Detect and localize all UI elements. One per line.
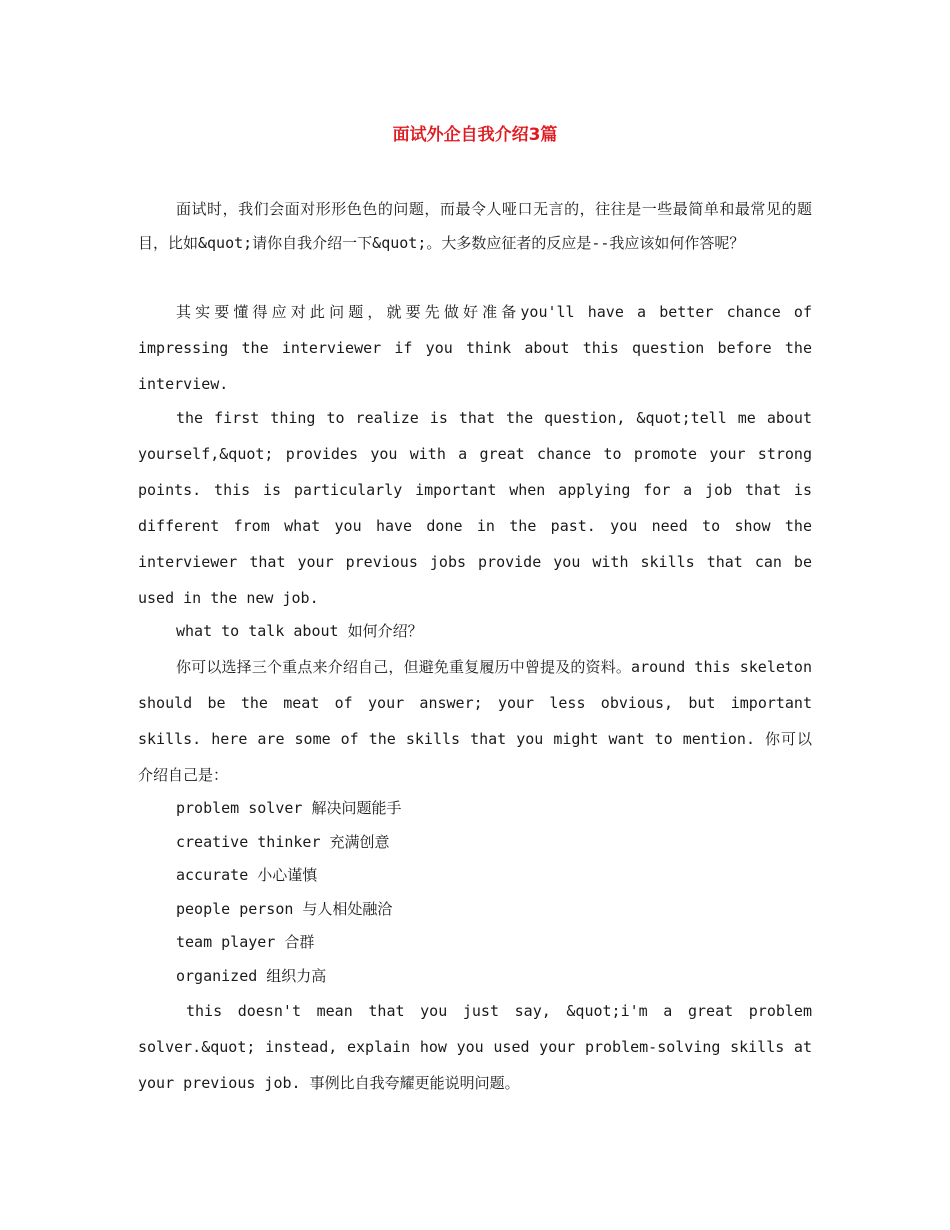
paragraph-skeleton: 你可以选择三个重点来介绍自己，但避免重复履历中曾提及的资料。around this skeleton should be the meat of your answer; your less obvious, but important skills. here are some of the skills that you might want to mention. 你可以介绍自己是：	[138, 658, 812, 784]
document-title: 面试外企自我介绍3篇	[392, 125, 558, 145]
skill-item: organized 组织力高	[176, 966, 327, 985]
skills-list	[138, 792, 812, 993]
paragraph-closing: this doesn't mean that you just say, &quot;i'm a great problem solver.&quot; instead, explain how you used your problem-solving skills at your previous job. 事例比自我夸耀更能说明问题。	[138, 1002, 812, 1092]
paragraph-intro: 面试时，我们会面对形形色色的问题，而最令人哑口无言的，往往是一些最简单和最常见的题目，比如&quot;请你自我介绍一下&quot;。大多数应征者的反应是--我应该如何作答呢？	[138, 200, 812, 252]
skill-item: creative thinker 充满创意	[176, 832, 390, 851]
skill-item: people person 与人相处融洽	[176, 899, 393, 918]
skill-item: accurate 小心谨慎	[176, 866, 318, 884]
paragraph-strong-points: the first thing to realize is that the question, &quot;tell me about yourself,&quot; provides you with a great chance to promote your strong points. this is particularly important when applying for a job that is different from what you have done in the past. you need to show the interviewer that your previous jobs provide you with skills that can be used in the new job.	[138, 409, 812, 607]
document-body	[138, 192, 812, 1101]
paragraph-what-to-talk: what to talk about 如何介绍？	[176, 622, 423, 640]
paragraph-preparation: 其实要懂得应对此问题，就要先做好准备you'll have a better chance of impressing the interviewer if you think about this question before the interview.	[138, 303, 812, 393]
skill-item: team player 合群	[176, 933, 315, 951]
skill-item: problem solver 解决问题能手	[176, 799, 402, 817]
